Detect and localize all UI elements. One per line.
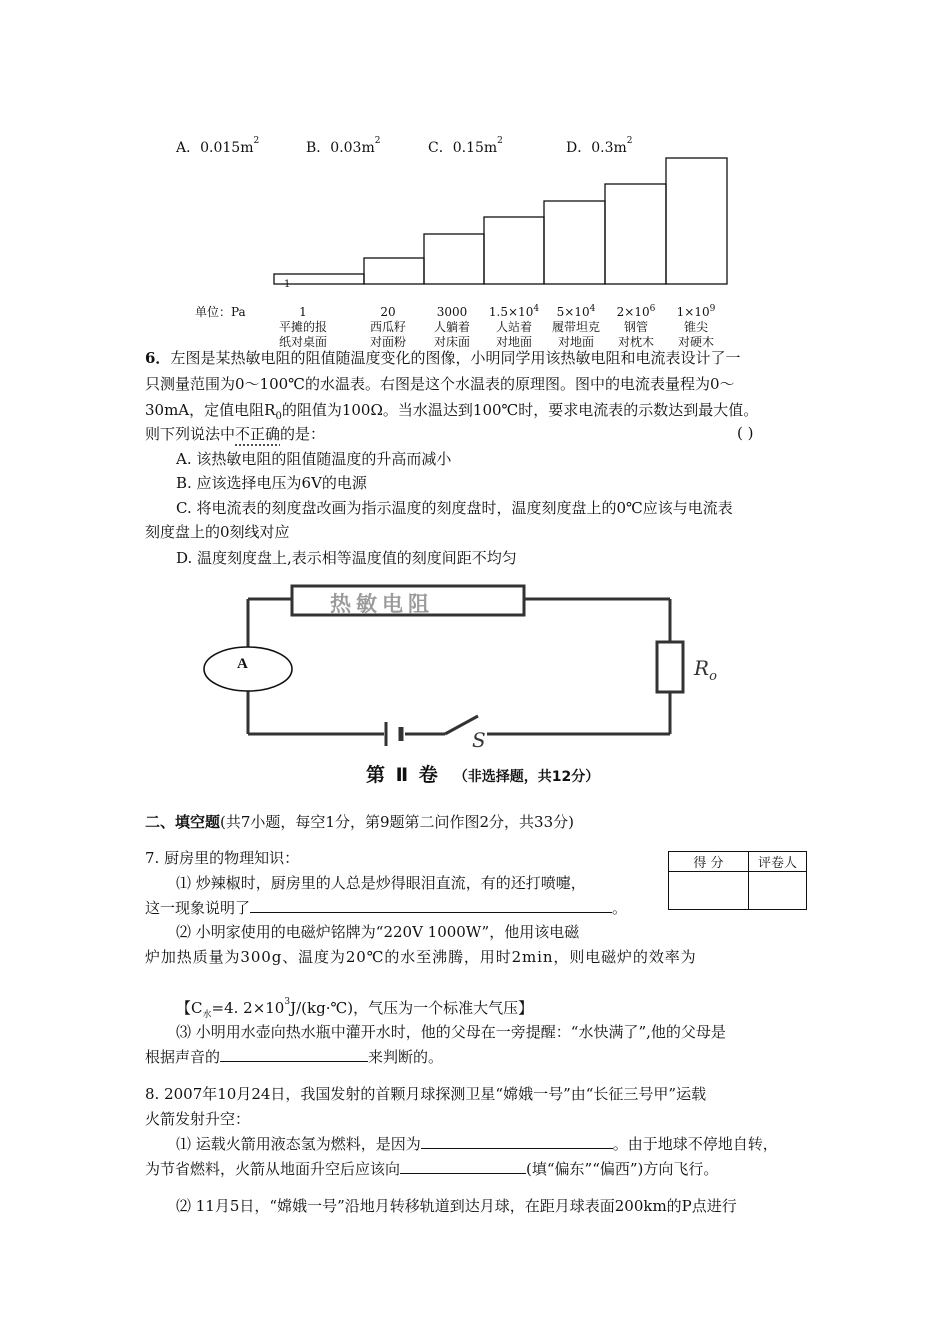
resistor-r0: [657, 642, 683, 692]
q7-part2-line2: 炉加热质量为300g、温度为20℃的水至沸腾，用时2min，则电磁炉的效率为: [145, 948, 697, 966]
pressure-label-5: $5\times 10^4$ 履带坦克 对地面: [551, 304, 600, 349]
q6-line-3: 30mA，定值电阻$R_0$的阻值为100Ω。当水温达到100℃时，要求电流表的示数达到最大值。: [145, 401, 759, 422]
q7-blank-3[interactable]: [220, 1047, 368, 1062]
q8-part2-line1: ⑵ 11月5日，“嫦娥一号”沿地月转移轨道到达月球，在距月球表面200km的P点进行: [176, 1197, 737, 1215]
pressure-label-1: 1 平摊的报 纸对桌面: [278, 305, 327, 349]
q7-part1-line2: 这一现象说明了 。: [145, 899, 628, 917]
section-2-title: 第 Ⅱ 卷 （非选择题，共12分）: [366, 764, 600, 786]
bar-marker: 1: [284, 279, 291, 290]
q8-line-2: 火箭发射升空：: [145, 1110, 251, 1128]
q6-line-2: 只测量范围为0～100℃的水温表。右图是这个水温表的原理图。图中的电流表量程为0～: [145, 375, 735, 393]
pressure-label-6: $2\times 10^6$ 钢管 对枕木: [616, 304, 656, 349]
q7-part1-line1: ⑴ 炒辣椒时，厨房里的人总是炒得眼泪直流，有的还打喷嚏，: [176, 874, 586, 892]
q8-blank-1[interactable]: [421, 1134, 613, 1149]
r0-label: $R_o$: [694, 656, 717, 684]
grader-cell[interactable]: [749, 872, 807, 910]
pressure-label-3: 3000 人躺着 对床面: [433, 305, 470, 349]
q7-part2-line1: ⑵ 小明家使用的电磁炉铭牌为“220V 1000W”，他用该电磁: [176, 923, 580, 941]
q6-line-1: 6．左图是某热敏电阻的阻值随温度变化的图像，小明同学用该热敏电阻和电流表设计了一: [145, 349, 741, 367]
q5-option-b: B．$0.03m^2$: [306, 136, 381, 156]
score-header: 得 分: [669, 852, 749, 872]
q7-part3-line1: ⑶ 小明用水壶向热水瓶中灌开水时，他的父母在一旁提醒：“水快满了”,他的父母是: [176, 1023, 726, 1041]
ammeter-circle: [204, 647, 292, 691]
q6-option-a: A. 该热敏电阻的阻值随温度的升高而减小: [176, 450, 452, 468]
ammeter-label: A: [237, 656, 248, 672]
q7-title: 7. 厨房里的物理知识：: [145, 849, 300, 867]
score-table: [668, 851, 807, 910]
q5-option-d: D．$0.3m^2$: [566, 136, 633, 156]
q6-line-4: 则下列说法中不正确的是：: [145, 425, 326, 443]
pressure-label-7: $1\times 10^9$ 锥尖 对硬木: [676, 304, 716, 349]
q8-part1-line2: 为节省燃料，火箭从地面升空后应该向 (填“偏东”“偏西”)方向飞行。: [145, 1160, 719, 1178]
q6-option-b: B. 应该选择电压为6V的电源: [176, 474, 367, 492]
answer-bracket: ( ): [737, 424, 754, 442]
q6-option-d: D. 温度刻度盘上,表示相等温度值的刻度间距不均匀: [176, 549, 517, 567]
pressure-label-2: 20 西瓜籽 对面粉: [369, 305, 406, 349]
emphasis-not-correct: 不正确: [235, 425, 281, 443]
thermistor-label: 热敏电阻: [330, 592, 434, 616]
q7-constant-note: 【$C_水=4$. $2\times 10^3J/(kg\cdot℃)$，气压为一个标准大气压】: [176, 997, 534, 1020]
score-cell[interactable]: [669, 872, 749, 910]
q6-option-c-1: C. 将电流表的刻度盘改画为指示温度的刻度盘时，温度刻度盘上的0℃应该与电流表: [176, 499, 733, 517]
pressure-label-4: $1.5\times 10^4$ 人站着 对地面: [488, 304, 540, 349]
q5-option-a: A．$0.015m^2$: [176, 136, 260, 156]
fill-in-heading: 二、填空题(共7小题，每空1分，第9题第二问作图2分，共33分): [145, 813, 574, 831]
q7-part3-line2: 根据声音的 来判断的。: [145, 1048, 444, 1066]
q7-blank-1[interactable]: [250, 898, 612, 913]
q8-blank-2[interactable]: [400, 1159, 526, 1174]
grader-header: 评卷人: [749, 852, 807, 872]
q5-option-c: C．$0.15m^2$: [428, 136, 503, 156]
switch-label: S: [472, 728, 486, 752]
q6-option-c-2: 刻度盘上的0刻线对应: [145, 523, 290, 541]
unit-label: 单位：Pa: [195, 305, 246, 319]
q8-line-1: 8. 2007年10月24日，我国发射的首颗月球探测卫星“嫦娥一号”由“长征三号甲”运载: [145, 1085, 707, 1103]
q8-part1-line1: ⑴ 运载火箭用液态氢为燃料，是因为 。由于地球不停地自转，: [176, 1135, 778, 1153]
